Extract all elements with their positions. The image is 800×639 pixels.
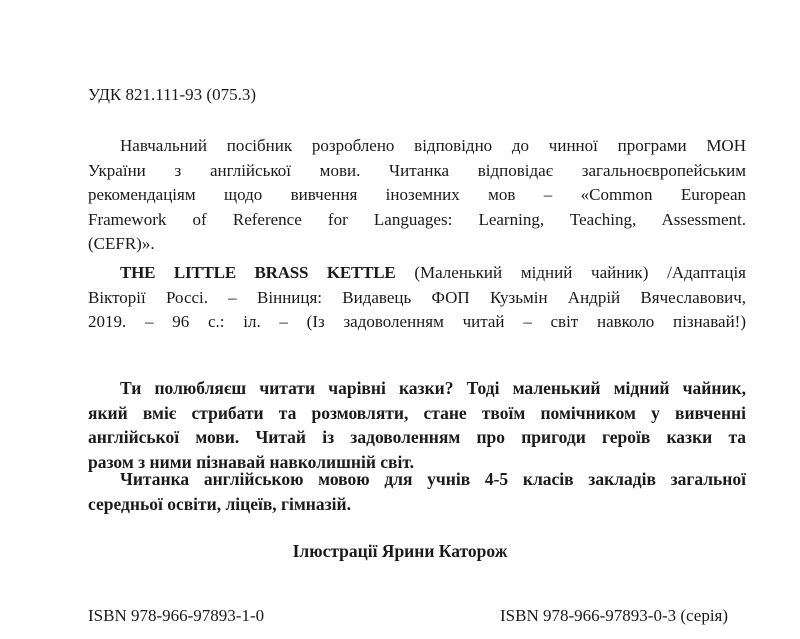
audience-line: середньої освіти, ліцеїв, гімназій. bbox=[88, 493, 351, 514]
description-line: який вміє стрибати та розмовляти, стане твоїм помічником у вивченні bbox=[88, 402, 746, 423]
annotation-line: Framework of Reference for Languages: Learning, Teaching, Assessment. bbox=[88, 209, 746, 229]
description-paragraph bbox=[88, 376, 746, 474]
annotation-line: рекомендаціям щодо вивчення іноземних мов – «Common European bbox=[88, 185, 746, 205]
annotation-paragraph bbox=[88, 134, 746, 257]
bibliographic-description bbox=[88, 261, 746, 335]
isbn-book: ISBN 978-966-97893-1-0 bbox=[88, 606, 265, 625]
book-title-translation: (Маленький мідний чайник) /Адаптація bbox=[395, 263, 746, 282]
annotation-line: Навчальний посібник розроблено відповідно до чинної програми МОН bbox=[120, 136, 746, 155]
audience-paragraph bbox=[88, 467, 746, 516]
description-line: разом з ними пізнавай навколишній світ. bbox=[88, 451, 415, 472]
illustrations-credit: Ілюстрації Ярини Каторож bbox=[292, 541, 508, 561]
bibliographic-line bbox=[88, 261, 746, 286]
isbn-series: ISBN 978-966-97893-0-3 (серія) bbox=[500, 606, 729, 625]
bibliographic-line: Вікторії Россі. – Вінниця: Видавець ФОП Кузьмін Андрій Вячеславович, bbox=[88, 287, 746, 307]
udc-code: УДК 821.111-93 (075.3) bbox=[88, 85, 256, 104]
description-line: англійської мови. Читай із задоволенням про пригоди героїв казки та bbox=[88, 427, 746, 448]
annotation-line: (CEFR)». bbox=[88, 234, 155, 254]
audience-line: Читанка англійською мовою для учнів 4-5 класів закладів загальної bbox=[120, 469, 746, 489]
bibliographic-line: 2019. – 96 с.: іл. – (Із задоволенням читай – світ навколо пізнавай!) bbox=[88, 312, 746, 332]
description-line: Ти полюбляєш читати чарівні казки? Тоді маленький мідний чайник, bbox=[120, 378, 746, 398]
book-title: THE LITTLE BRASS KETTLE bbox=[120, 263, 396, 282]
annotation-line: України з англійської мови. Читанка відповідає загальноєвропейським bbox=[88, 160, 746, 180]
